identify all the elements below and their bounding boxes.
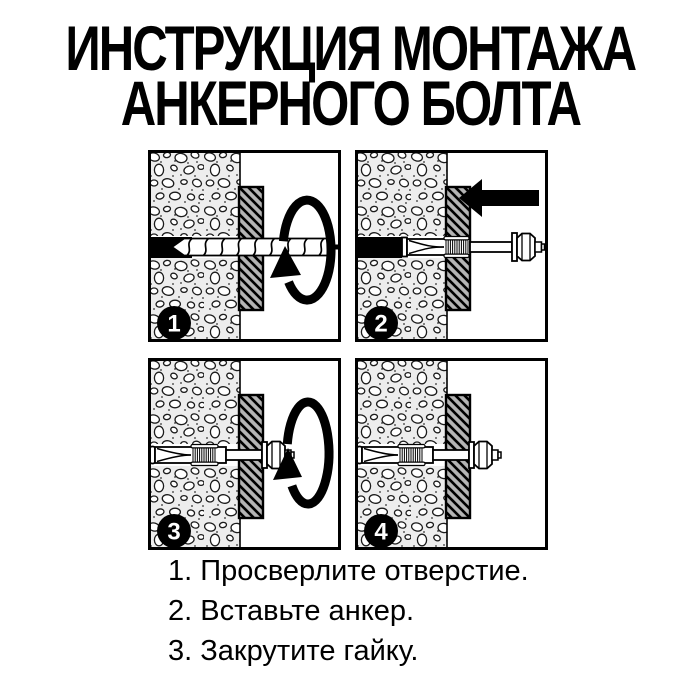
drilled-hole bbox=[357, 237, 402, 258]
step-number: 2 bbox=[374, 310, 388, 338]
page-title bbox=[0, 14, 700, 139]
drill-bit bbox=[172, 239, 340, 256]
panel-step-4 bbox=[355, 358, 548, 550]
steps-grid bbox=[148, 150, 548, 550]
panel-step-2 bbox=[355, 150, 548, 342]
step-badge bbox=[364, 514, 398, 548]
page-title-line-1: ИНСТРУКЦИЯ МОНТАЖА bbox=[65, 14, 635, 84]
step-number: 4 bbox=[374, 518, 388, 546]
step-badge bbox=[157, 514, 191, 548]
steps-list bbox=[168, 551, 529, 671]
step-number: 3 bbox=[167, 518, 181, 546]
page-title-line-2: АНКЕРНОГО БОЛТА bbox=[120, 69, 580, 139]
step-badge bbox=[364, 306, 398, 340]
panel-step-3 bbox=[148, 358, 341, 550]
instruction-step-2: 2. Вставьте анкер. bbox=[168, 595, 415, 627]
step-number: 1 bbox=[167, 310, 181, 338]
panel-step-1 bbox=[148, 150, 341, 342]
instruction-step-1: 1. Просверлите отверстие. bbox=[168, 555, 529, 587]
step-badge bbox=[157, 306, 191, 340]
instruction-step-3: 3. Закрутите гайку. bbox=[168, 635, 419, 667]
